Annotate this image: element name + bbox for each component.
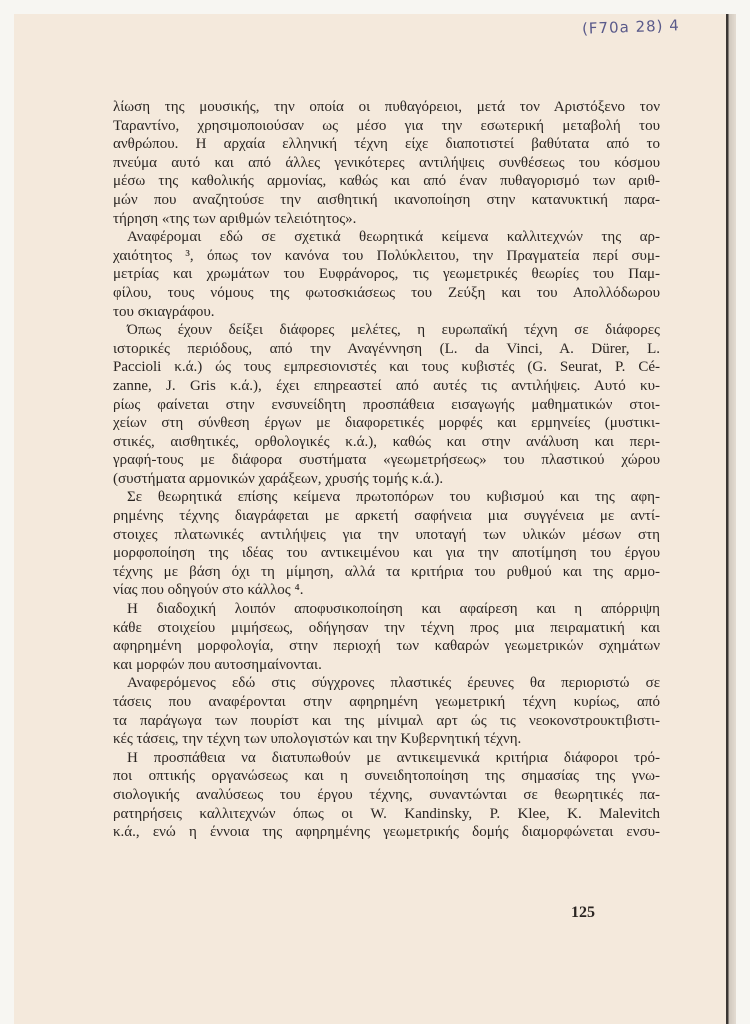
handwritten-annotation: (F70a 28) 4 <box>581 16 681 38</box>
text-line: κάθε στοιχείου μιμήσεως, οδήγησαν την τέχνη προς μια πειραματική και <box>113 619 660 636</box>
text-line: χείων στη σύνθεση έργων με διαφορετικές μορφές και ερμηνείες (μυστικι- <box>113 415 660 432</box>
text-line: τήρηση «της των αριθμών τελειότητος». <box>113 210 357 227</box>
text-line: ανθρώπου. Η αρχαία ελληνική τέχνη είχε διαποτιστεί βαθύτατα από το <box>113 136 660 153</box>
text-line: στοιχες πλατωνικές αντιλήψεις για την υποταγή των υλικών μέσων στη <box>113 526 660 543</box>
text-line: Αναφερόμενος εδώ στις σύγχρονες πλαστικές έρευνες θα περιοριστώ σε <box>127 675 660 692</box>
text-line: τα παράγωγα των πουρίστ και της μίνιμαλ αρτ ώς τις νεοκονστρουκτιβιστι- <box>113 712 660 729</box>
text-line: κ.ά., ενώ η έννοια της αφηρημένης γεωμετρικής δομής διαμορφώνεται ενσυ- <box>113 824 660 841</box>
text-line: χαιότητος ³, όπως τον κανόνα του Πολύκλειτου, την Πραγματεία περί συμ- <box>113 247 660 264</box>
text-line: αφηρημένη μορφολογία, στην περιοχή των καθαρών γεωμετρικών σχημάτων <box>113 638 660 655</box>
text-line: (συστήματα αρμονικών χαράξεων, χρυσής τομής κ.ά.). <box>113 470 444 487</box>
text-line: Η διαδοχική λοιπόν αποφυσικοποίηση και αφαίρεση και η απόρριψη <box>127 601 660 618</box>
page-edge <box>726 14 736 1024</box>
text-line: μέσω της καθολικής αρμονίας, καθώς και από έναν πυθαγορισμό των αριθ- <box>113 173 660 190</box>
text-line: στικές, αισθητικές, ορθολογικές κ.ά.), καθώς και στην ανάλυση και περι- <box>113 433 660 450</box>
text-line: Σε θεωρητικά επίσης κείμενα πρωτοπόρων του κυβισμού και της αφη- <box>127 489 660 506</box>
text-line: φίλου, τους νόμους της φωτοσκιάσεως του Ζεύξη και του Απολλόδωρου <box>113 284 660 301</box>
text-line: λίωση της μουσικής, την οποία οι πυθαγόρειοι, μετά τον Αριστόξενο τον <box>113 99 660 115</box>
text-line: zanne, J. Gris κ.ά.), έχει επηρεαστεί από αυτές τις αντιλήψεις. Αυτό κυ- <box>113 377 660 394</box>
text-line: ρημένης τέχνης διαγράφεται με αρκετή σαφήνεια μια συγγένεια με αντί- <box>113 508 660 525</box>
text-line: ιστορικές περιόδους, από την Αναγέννηση (L. da Vinci, A. Dürer, L. <box>113 340 660 357</box>
text-line: μών που αναζητούσε την αισθητική ικανοποίηση στην κατανυκτική παρα- <box>113 191 660 208</box>
body-text <box>113 98 660 842</box>
text-line: νίας που οδηγούν στο κάλλος ⁴. <box>113 582 304 599</box>
text-line: και μορφών που αυτοσημαίνονται. <box>113 656 322 673</box>
text-line: Ταραντίνο, χρησιμοποιούσαν ως μέσο για την εσωτερική μεταβολή του <box>113 117 660 134</box>
text-line: Όπως έχουν δείξει διάφορες μελέτες, η ευρωπαϊκή τέχνη σε διάφορες <box>127 322 660 339</box>
text-line: Αναφέρομαι εδώ σε σχετικά θεωρητικά κείμενα καλλιτεχνών της αρ- <box>127 229 660 246</box>
text-line: γραφή-τους με διάφορα συστήματα «γεωμετρήσεως» του πλαστικού χώρου <box>113 452 660 469</box>
text-line: μετρίας και χρωμάτων του Ευφράνορος, τις γεωμετρικές θεωρίες του Παμ- <box>113 266 660 283</box>
text-line: τέχνης με βάση όχι τη μίμηση, αλλά τα κριτήρια του ρυθμού και της αρμο- <box>113 563 660 580</box>
text-line: Η προσπάθεια να διατυπωθούν με αντικειμενικά κριτήρια διάφοροι τρό- <box>127 749 660 766</box>
text-line: του σκιαγράφου. <box>113 303 215 320</box>
text-line: σιολογικής αναλύσεως του έργου τέχνης, συναντώνται σε θεωρητικές πα- <box>113 786 660 803</box>
text-line: Paccioli κ.ά.) ώς τους εμπρεσιονιστές και τους κυβιστές (G. Seurat, P. Cé- <box>113 359 660 376</box>
text-line: ποι οπτικής οργανώσεως και η συνειδητοποίηση της σημασίας της γνω- <box>113 768 660 785</box>
text-line: τάσεις που αναφέρονται στην αφηρημένη γεωμετρική τέχνη κυρίως, από <box>113 694 660 710</box>
text-line: μορφοποίηση της ιδέας του αντικειμένου και για την αποτίμηση του έργου <box>113 545 660 562</box>
page-number: 125 <box>571 904 595 921</box>
text-line: ρίως φαίνεται στην ενσυνείδητη προσπάθεια εισαγωγής μαθηματικών στοι- <box>113 396 660 413</box>
text-line: κές τάσεις, την τέχνη των υπολογιστών και την Κυβερνητική τέχνη. <box>113 731 522 748</box>
text-line: ρατηρήσεις καλλιτεχνών όπως οι W. Kandinsky, P. Klee, K. Malevitch <box>113 805 660 822</box>
text-line: πνεύμα αυτό και από άλλες γενικότερες αντιλήψεις συνθέσεως του κόσμου <box>113 154 660 171</box>
